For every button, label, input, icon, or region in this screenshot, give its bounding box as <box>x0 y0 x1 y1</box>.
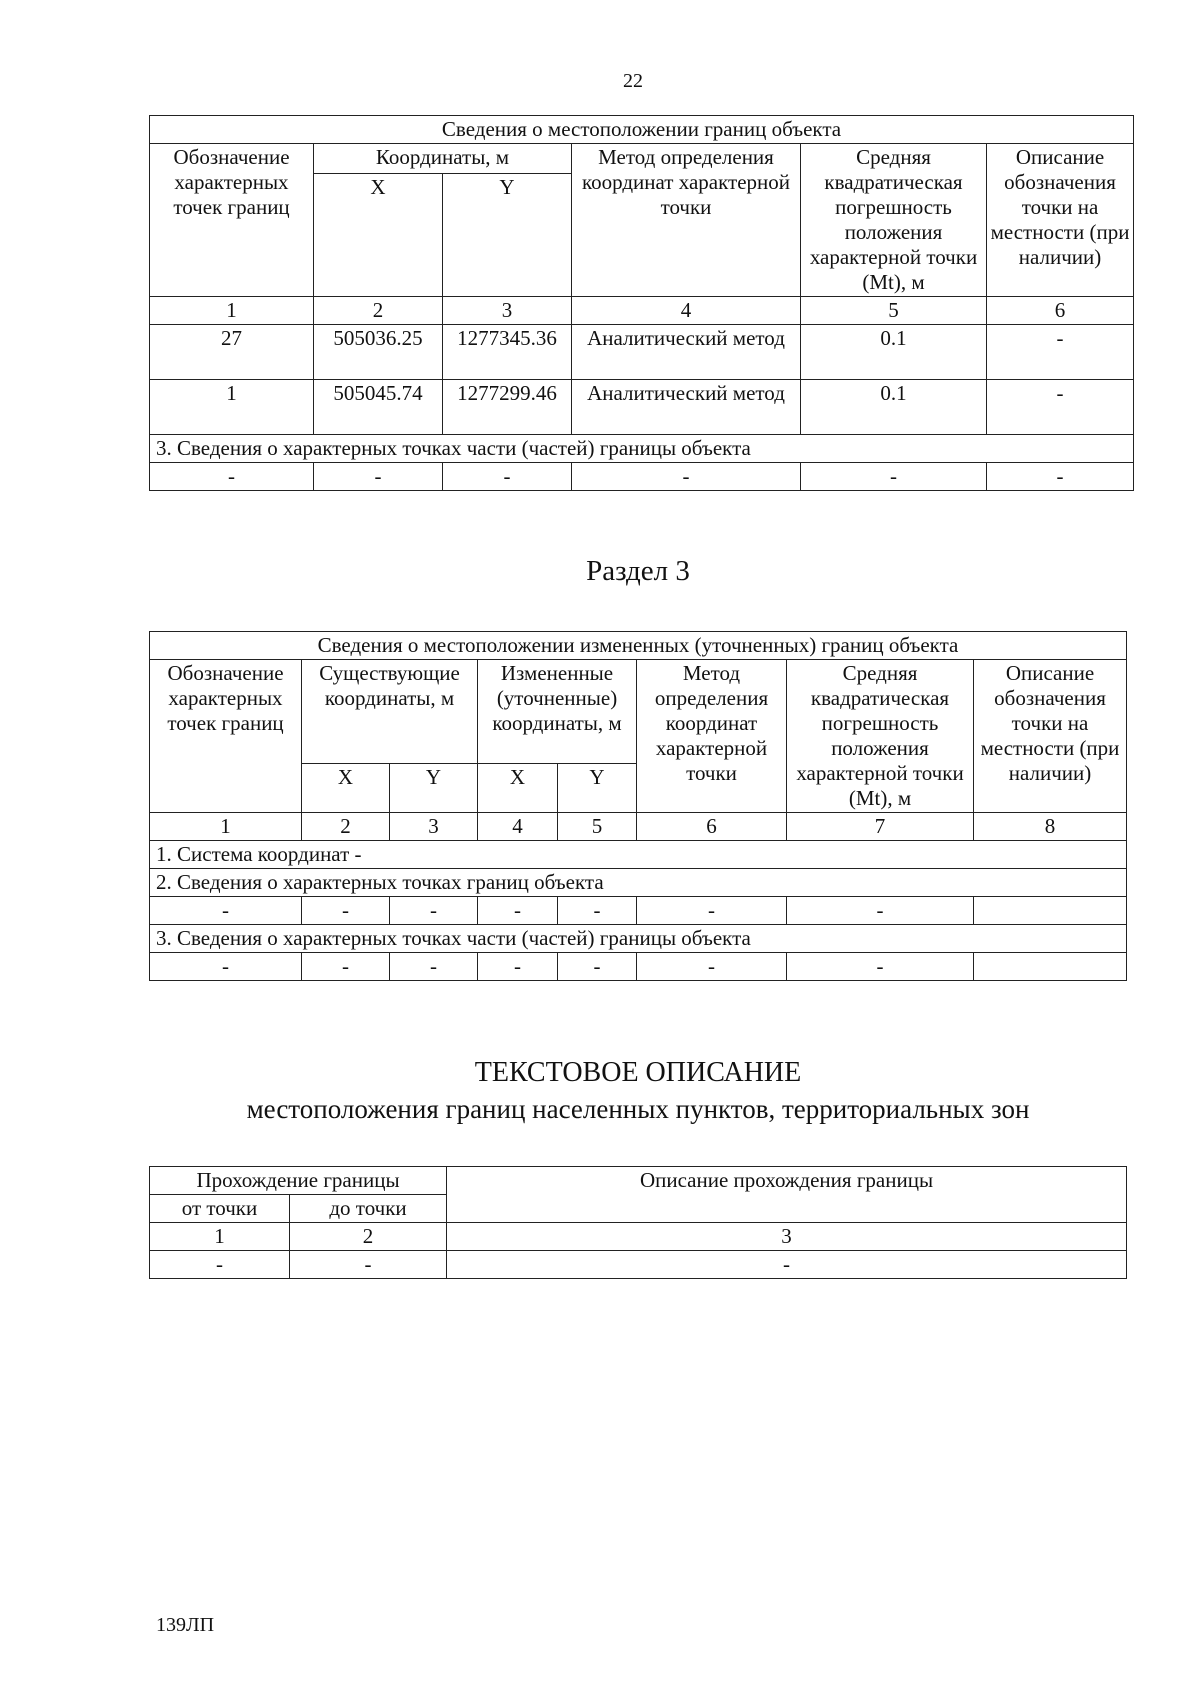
table-row <box>150 463 1134 491</box>
boundary-passage-table <box>149 1166 1127 1279</box>
cell-description: - <box>987 325 1134 380</box>
column-numbers-row <box>150 813 1127 841</box>
cell-x: 505036.25 <box>314 325 443 380</box>
header-changed: Измененные (уточненные) координаты, м <box>478 660 637 764</box>
cell-point: 1 <box>150 380 314 435</box>
footer-code: 139ЛП <box>156 1614 215 1636</box>
header-coordinates: Координаты, м <box>314 144 572 174</box>
cell-method: Аналитический метод <box>572 325 801 380</box>
header-y: Y <box>443 174 572 297</box>
cell: - <box>572 463 801 491</box>
page-number: 22 <box>623 70 643 92</box>
section-title: Раздел 3 <box>586 555 690 587</box>
cell: - <box>637 897 787 925</box>
cell: - <box>302 897 390 925</box>
section-heading-row <box>150 925 1127 953</box>
column-number: 2 <box>302 813 390 841</box>
cell: - <box>478 953 558 981</box>
header-to-point: до точки <box>290 1195 447 1223</box>
table-title-row <box>150 116 1134 144</box>
table-row <box>150 897 1127 925</box>
header-changed-y: Y <box>558 763 637 812</box>
boundary-location-table <box>149 115 1134 491</box>
header-points: Обозначение характерных точек границ <box>150 660 302 813</box>
header-method: Метод определения координат характерной точки <box>572 144 801 297</box>
text-description-subtitle: местоположения границ населенных пунктов, территориальных зон <box>246 1094 1030 1124</box>
table-title: Сведения о местоположении измененных (уточненных) границ объекта <box>150 632 1127 660</box>
points-heading: 2. Сведения о характерных точках границ объекта <box>150 869 1127 897</box>
cell-method: Аналитический метод <box>572 380 801 435</box>
cell-x: 505045.74 <box>314 380 443 435</box>
cell: - <box>150 463 314 491</box>
cell: - <box>447 1251 1127 1279</box>
cell: - <box>637 953 787 981</box>
changed-boundary-table <box>149 631 1127 981</box>
header-passage-description: Описание прохождения границы <box>447 1167 1127 1223</box>
cell: - <box>987 463 1134 491</box>
column-number: 2 <box>314 297 443 325</box>
header-method: Метод определения координат характерной точки <box>637 660 787 813</box>
cell-point: 27 <box>150 325 314 380</box>
cell <box>974 953 1127 981</box>
column-numbers-row <box>150 1223 1127 1251</box>
cell: - <box>478 897 558 925</box>
column-numbers-row <box>150 297 1134 325</box>
column-number: 1 <box>150 1223 290 1251</box>
cell: - <box>302 953 390 981</box>
cell: - <box>787 897 974 925</box>
cell: - <box>390 897 478 925</box>
cell: - <box>787 953 974 981</box>
cell: - <box>443 463 572 491</box>
cell: - <box>558 897 637 925</box>
cell: - <box>150 953 302 981</box>
table-title-row <box>150 632 1127 660</box>
column-number: 1 <box>150 297 314 325</box>
cell: - <box>390 953 478 981</box>
cell: - <box>558 953 637 981</box>
column-number: 8 <box>974 813 1127 841</box>
system-heading: 1. Система координат - <box>150 841 1127 869</box>
table-row <box>150 1251 1127 1279</box>
column-number: 6 <box>637 813 787 841</box>
parts-heading: 3. Сведения о характерных точках части (частей) границы объекта <box>150 925 1127 953</box>
cell-description: - <box>987 380 1134 435</box>
header-row <box>150 144 1134 174</box>
header-existing: Существующие координаты, м <box>302 660 478 764</box>
header-description: Описание обозначения точки на местности (при наличии) <box>987 144 1134 297</box>
section-heading-row <box>150 841 1127 869</box>
text-description-title: ТЕКСТОВОЕ ОПИСАНИЕ <box>474 1057 802 1088</box>
column-number: 7 <box>787 813 974 841</box>
cell-error: 0.1 <box>801 325 987 380</box>
header-existing-y: Y <box>390 763 478 812</box>
header-row <box>150 1167 1127 1195</box>
cell: - <box>150 1251 290 1279</box>
cell: - <box>314 463 443 491</box>
header-description: Описание обозначения точки на местности (при наличии) <box>974 660 1127 813</box>
cell-y: 1277345.36 <box>443 325 572 380</box>
header-from-point: от точки <box>150 1195 290 1223</box>
cell: - <box>150 897 302 925</box>
column-number: 4 <box>478 813 558 841</box>
cell-error: 0.1 <box>801 380 987 435</box>
column-number: 2 <box>290 1223 447 1251</box>
column-number: 1 <box>150 813 302 841</box>
header-existing-x: X <box>302 763 390 812</box>
header-error: Средняя квадратическая погрешность положения характерной точки (Mt), м <box>787 660 974 813</box>
text-description-heading <box>0 1055 1200 1127</box>
cell <box>974 897 1127 925</box>
column-number: 3 <box>443 297 572 325</box>
table-title: Сведения о местоположении границ объекта <box>150 116 1134 144</box>
column-number: 5 <box>801 297 987 325</box>
table-row <box>150 953 1127 981</box>
header-x: X <box>314 174 443 297</box>
header-row <box>150 660 1127 764</box>
section-heading-row <box>150 435 1134 463</box>
header-changed-x: X <box>478 763 558 812</box>
table-row <box>150 380 1134 435</box>
column-number: 3 <box>390 813 478 841</box>
column-number: 6 <box>987 297 1134 325</box>
column-number: 3 <box>447 1223 1127 1251</box>
cell-y: 1277299.46 <box>443 380 572 435</box>
cell: - <box>801 463 987 491</box>
header-points: Обозначение характерных точек границ <box>150 144 314 297</box>
column-number: 4 <box>572 297 801 325</box>
cell: - <box>290 1251 447 1279</box>
header-error: Средняя квадратическая погрешность положения характерной точки (Mt), м <box>801 144 987 297</box>
header-passage: Прохождение границы <box>150 1167 447 1195</box>
section-heading-row <box>150 869 1127 897</box>
column-number: 5 <box>558 813 637 841</box>
table-row <box>150 325 1134 380</box>
parts-heading: 3. Сведения о характерных точках части (частей) границы объекта <box>150 435 1134 463</box>
